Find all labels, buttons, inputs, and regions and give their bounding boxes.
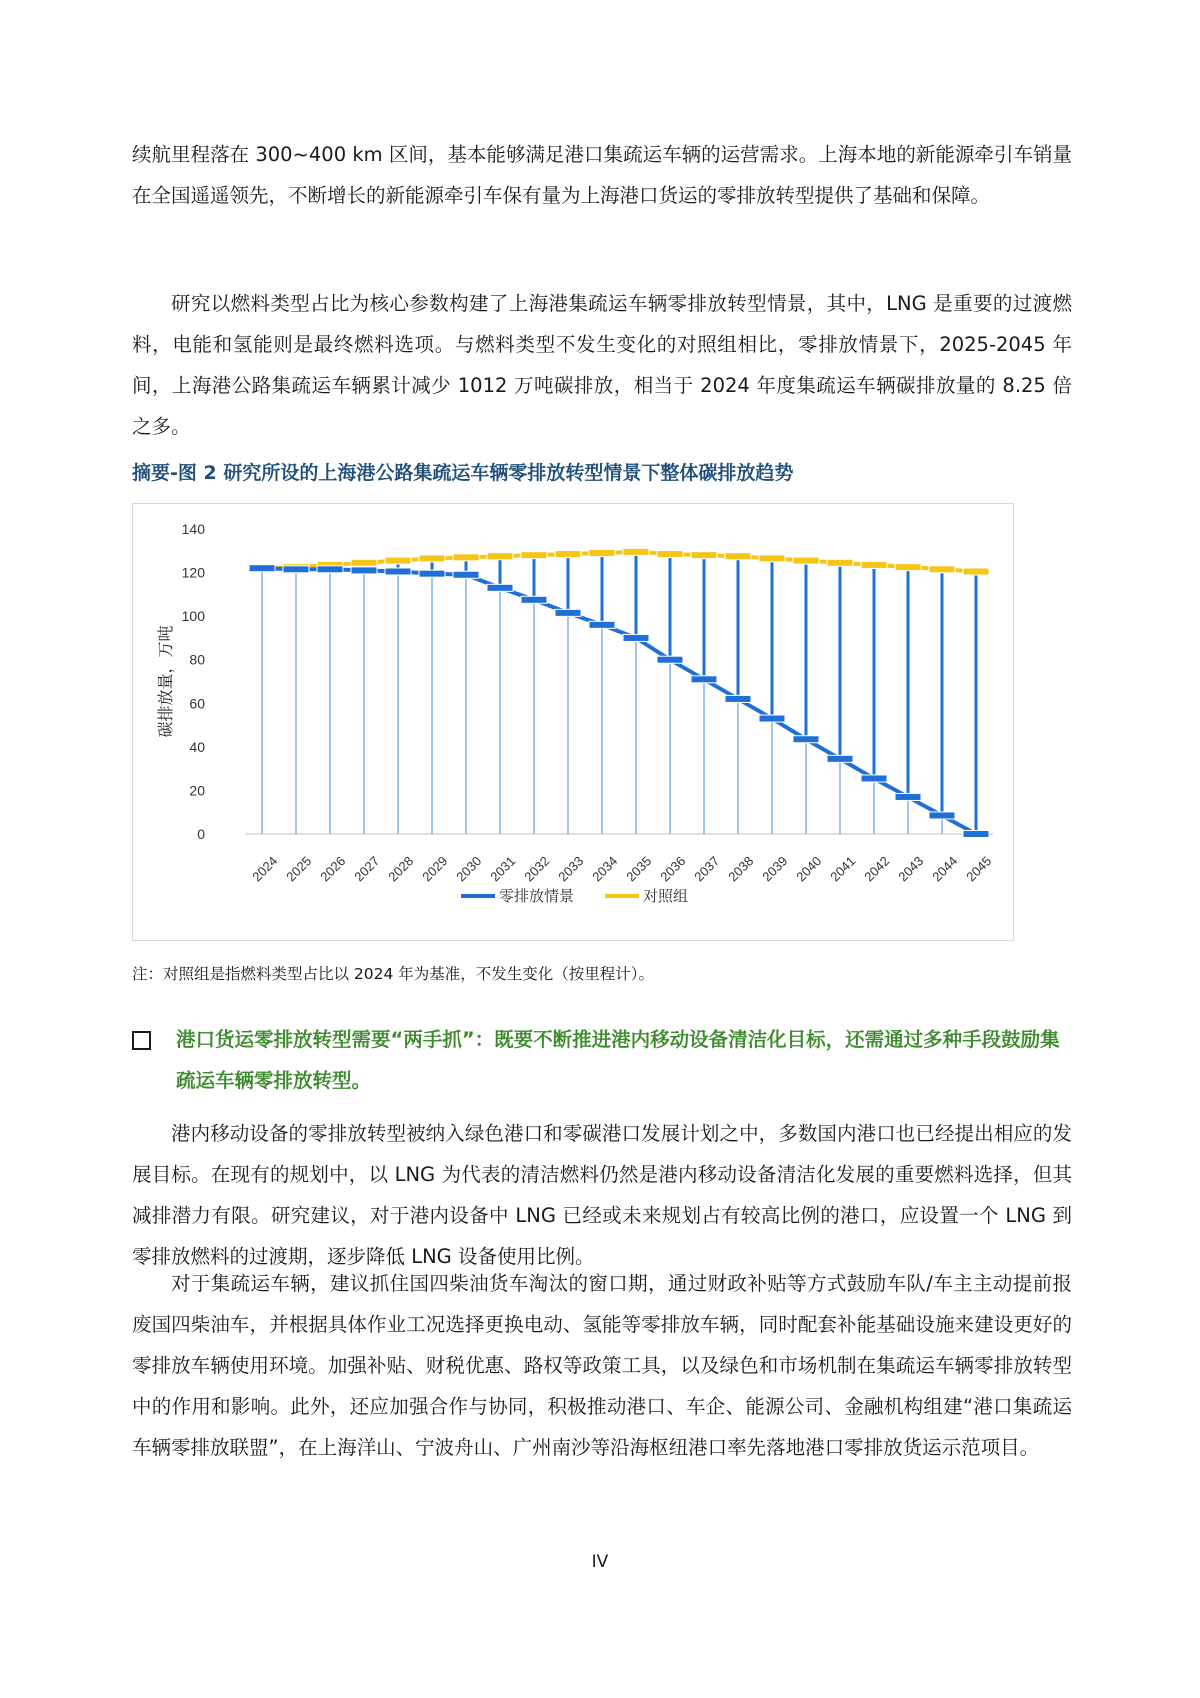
y-tick-label: 60 [189,695,205,712]
point-control [963,568,989,575]
x-tick-label: 2041 [827,853,859,885]
paragraph-3: 港内移动设备的零排放转型被纳入绿色港口和零碳港口发展计划之中，多数国内港口也已经提出相应的发展目标。在现有的规划中，以 LNG 为代表的清洁燃料仍然是港内移动设备清洁化发展的重要燃料选择，但其减排潜力有限。研究建议，对于港内设备中 LNG 已经或未来规划占有较高比例的港口，应设置一个 LNG 到零排放燃料的过渡期，逐步降低 LNG 设备使用比例。 [132,1122,1072,1268]
x-tick-label: 2025 [283,853,315,885]
paragraph-2: 研究以燃料类型占比为核心参数构建了上海港集疏运车辆零排放转型情景，其中，LNG 是重要的过渡燃料，电能和氢能则是最终燃料选项。与燃料类型不发生变化的对照组相比，零排放情景下，2025-2045 年间，上海港公路集疏运车辆累计减少 1012 万吨碳排放，相当于 2024 年度集疏运车辆碳排放量的 8.25 倍之多。 [132,292,1072,438]
point-zero-emission [793,736,819,743]
x-tick-label: 2044 [929,853,961,885]
point-zero-emission [963,831,989,838]
point-zero-emission [725,695,751,702]
y-axis-label: 碳排放量，万吨 [156,625,175,738]
point-control [589,549,615,556]
point-control [453,554,479,561]
point-zero-emission [453,571,479,578]
point-zero-emission [487,584,513,591]
x-tick-label: 2035 [623,853,655,885]
y-tick-label: 0 [197,826,205,842]
page-number: IV [591,1552,609,1572]
emission-trend-chart [132,503,1014,941]
x-tick-label: 2024 [249,853,281,885]
point-zero-emission [419,570,445,577]
point-zero-emission [895,793,921,800]
point-zero-emission [759,715,785,722]
series-line-zero-emission [262,568,976,834]
point-control [793,557,819,564]
x-tick-label: 2028 [385,853,417,885]
x-tick-label: 2030 [453,853,485,885]
x-tick-label: 2034 [589,853,621,885]
x-tick-label: 2029 [419,853,451,885]
x-tick-label: 2039 [759,853,791,885]
x-tick-label: 2031 [487,853,519,885]
chart-svg [133,504,1013,940]
point-zero-emission [351,567,377,574]
point-control [657,551,683,558]
x-tick-label: 2037 [691,853,723,885]
section-heading: 港口货运零排放转型需要“两手抓”：既要不断推进港内移动设备清洁化目标，还需通过多种手段鼓励集疏运车辆零排放转型。 [176,1028,1060,1092]
point-zero-emission [283,566,309,573]
x-tick-label: 2038 [725,853,757,885]
point-control [759,555,785,562]
point-control [691,552,717,559]
paragraph-1: 续航里程落在 300~400 km 区间，基本能够满足港口集疏运车辆的运营需求。上海本地的新能源牵引车销量在全国遥遥领先，不断增长的新能源牵引车保有量为上海港口货运的零排放转型提供了基础和保障。 [132,143,1072,207]
point-zero-emission [861,775,887,782]
point-zero-emission [691,676,717,683]
y-tick-label: 80 [189,651,205,668]
point-control [827,559,853,566]
point-control [623,548,649,555]
point-control [521,552,547,559]
figure-title: 摘要-图 2 研究所设的上海港公路集疏运车辆零排放转型情景下整体碳排放趋势 [132,462,794,484]
x-tick-label: 2033 [555,853,587,885]
x-tick-label: 2026 [317,853,349,885]
y-tick-label: 140 [181,521,205,537]
y-tick-label: 20 [189,782,205,799]
point-zero-emission [521,596,547,603]
legend-label-zero-emission: 零排放情景 [499,887,575,905]
x-tick-label: 2027 [351,853,383,885]
point-control [351,559,377,566]
checkbox-bullet-icon [132,1031,151,1050]
y-tick-label: 40 [189,738,205,755]
point-zero-emission [623,634,649,641]
x-tick-label: 2036 [657,853,689,885]
x-tick-label: 2045 [963,853,995,885]
point-control [895,564,921,571]
paragraph-4: 对于集疏运车辆，建议抓住国四柴油货车淘汰的窗口期，通过财政补贴等方式鼓励车队/车主主动提前报废国四柴油车，并根据具体作业工况选择更换电动、氢能等零排放车辆，同时配套补能基础设施来建设更好的零排放车辆使用环境。加强补贴、财税优惠、路权等政策工具，以及绿色和市场机制在集疏运车辆零排放转型中的作用和影响。此外，还应加强合作与协同，积极推动港口、车企、能源公司、金融机构组建“港口集疏运车辆零排放联盟”，在上海洋山、宁波舟山、广州南沙等沿海枢纽港口率先落地港口零排放货运示范项目。 [132,1272,1072,1459]
point-control [929,566,955,573]
x-tick-label: 2043 [895,853,927,885]
point-control [555,551,581,558]
point-zero-emission [317,566,343,573]
legend-label-control: 对照组 [643,887,689,905]
x-tick-label: 2040 [793,853,825,885]
point-control [385,557,411,564]
point-zero-emission [385,568,411,575]
point-control [419,555,445,562]
figure-note: 注：对照组是指燃料类型占比以 2024 年为基准，不发生变化（按里程计）。 [132,965,655,983]
y-tick-label: 120 [181,564,205,581]
point-zero-emission [929,812,955,819]
point-control [487,553,513,560]
point-control [725,553,751,560]
point-zero-emission [249,565,275,572]
y-tick-label: 100 [181,608,205,625]
point-zero-emission [827,755,853,762]
point-zero-emission [589,621,615,628]
x-tick-label: 2042 [861,853,893,885]
x-tick-label: 2032 [521,853,553,885]
point-control [861,561,887,568]
point-zero-emission [555,609,581,616]
point-zero-emission [657,656,683,663]
